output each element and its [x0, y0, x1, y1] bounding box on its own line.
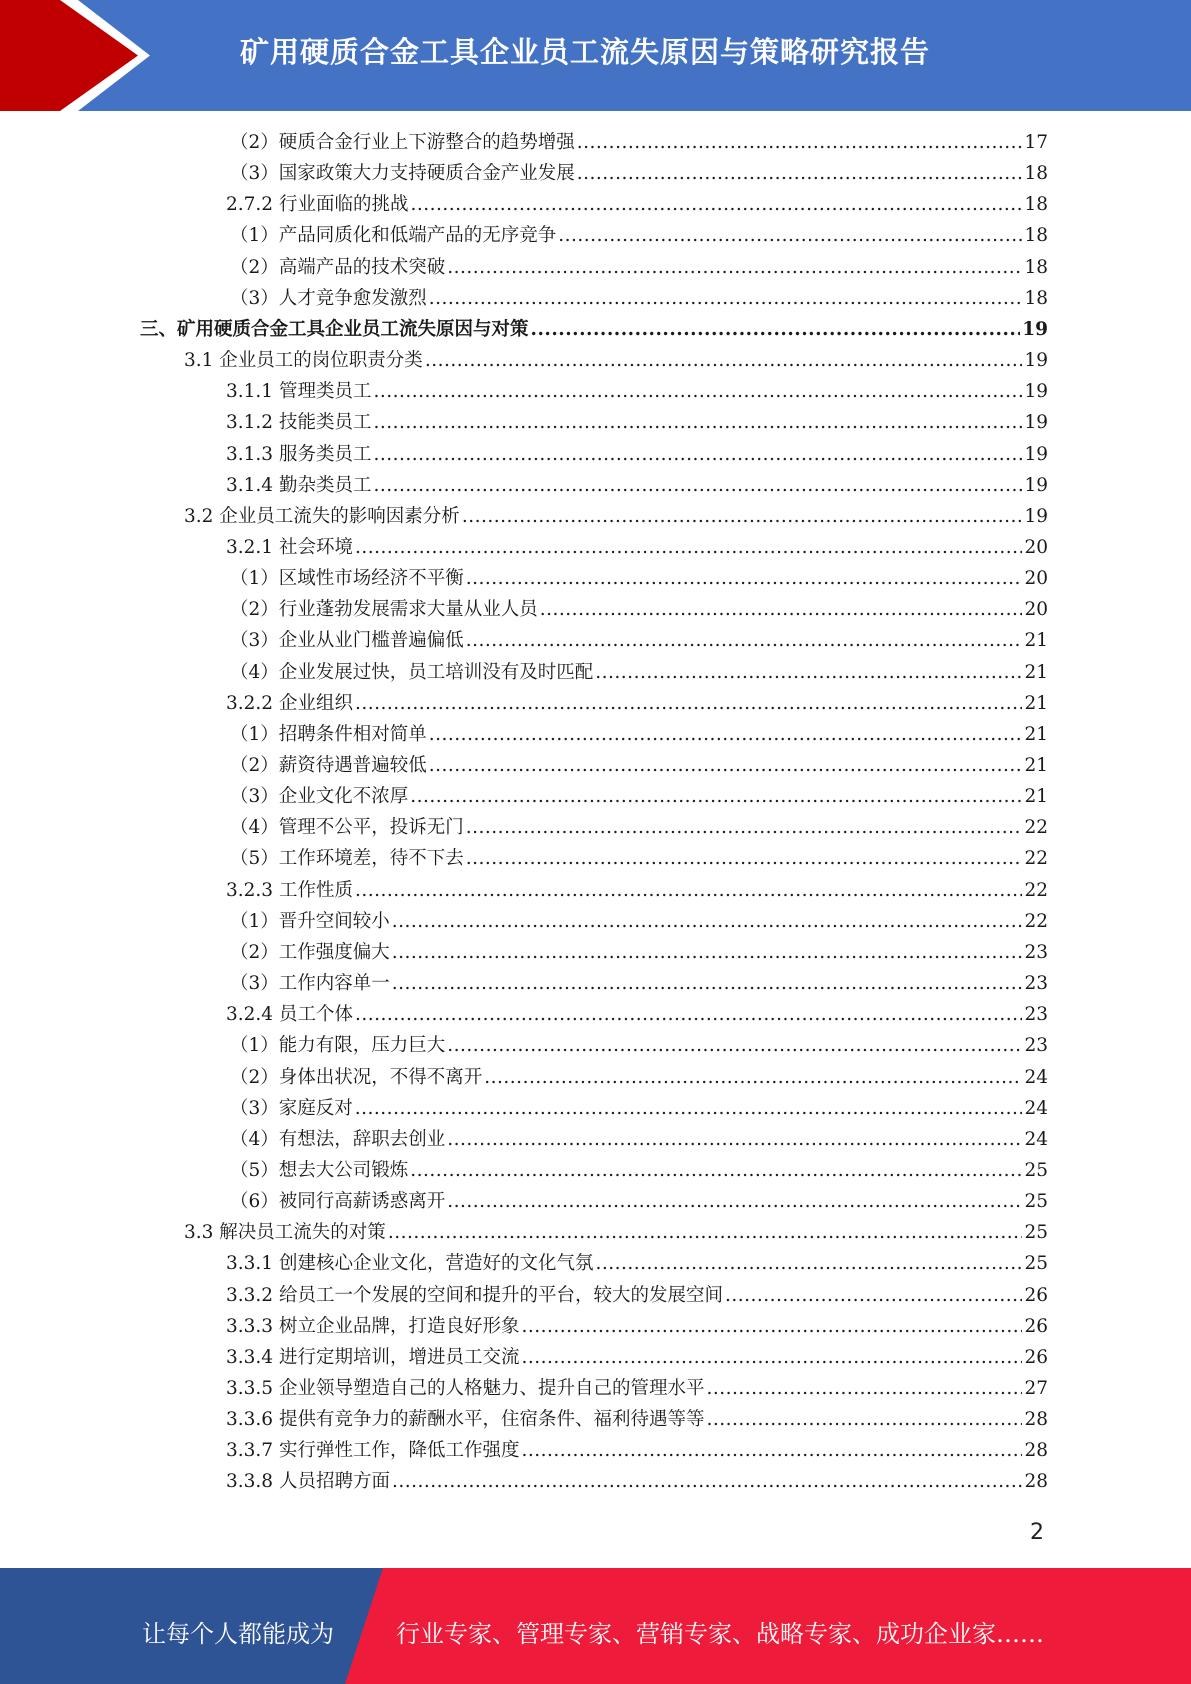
toc-entry-page: 24: [1024, 1066, 1048, 1088]
page-number: 2: [1030, 1520, 1044, 1545]
toc-entry[interactable]: [230, 812, 1048, 843]
toc-entry-label: 3.1.3 服务类员工: [226, 443, 372, 465]
toc-entry[interactable]: [226, 875, 1048, 906]
toc-entry-label: （4）管理不公平，投诉无门: [230, 817, 464, 839]
toc-entry-label: 3.3.8 人员招聘方面: [226, 1471, 390, 1493]
toc-entry[interactable]: [184, 501, 1048, 532]
page-footer: [0, 1568, 1191, 1684]
toc-entry-page: 21: [1024, 755, 1048, 776]
toc-leader-dots: [373, 439, 1022, 470]
toc-entry-label: 三、矿用硬质合金工具企业员工流失原因与对策: [140, 318, 529, 340]
toc-leader-dots: [429, 719, 1023, 750]
toc-entry-page: 21: [1024, 723, 1048, 745]
toc-entry-label: 3.3.3 树立企业品牌，打造良好形象: [226, 1315, 520, 1337]
toc-entry-page: 21: [1024, 786, 1048, 808]
toc-entry[interactable]: [230, 625, 1048, 656]
toc-entry-label: （1）招聘条件相对简单: [230, 723, 427, 745]
toc-leader-dots: [595, 657, 1022, 688]
toc-entry-label: （4）有想法，辞职去创业: [230, 1128, 446, 1150]
toc-entry[interactable]: [226, 1280, 1048, 1311]
toc-entry[interactable]: [226, 407, 1048, 438]
toc-entry-label: 3.2.1 社会环境: [226, 536, 353, 558]
toc-entry-label: 3.3.2 给员工一个发展的空间和提升的平台，较大的发展空间: [226, 1284, 723, 1306]
toc-leader-dots: [355, 688, 1023, 719]
toc-leader-dots: [392, 1466, 1022, 1497]
toc-entry-label: （1）区域性市场经济不平衡: [230, 568, 464, 590]
toc-leader-dots: [410, 781, 1022, 812]
toc-leader-dots: [355, 999, 1023, 1030]
toc-entry-label: 3.3.5 企业领导塑造自己的人格魅力、提升自己的管理水平: [226, 1378, 705, 1399]
toc-leader-dots: [462, 501, 1023, 532]
toc-entry-page: 23: [1024, 941, 1048, 963]
toc-entry-label: （2）薪资待遇普遍较低: [230, 755, 427, 776]
toc-entry-label: （2）行业蓬勃发展需求大量从业人员: [230, 599, 538, 621]
toc-entry[interactable]: [226, 439, 1048, 470]
toc-entry-label: 3.3.7 实行弹性工作，降低工作强度: [226, 1440, 520, 1462]
toc-entry-page: 21: [1024, 692, 1048, 714]
toc-leader-dots: [373, 470, 1022, 501]
toc-entry-page: 27: [1024, 1378, 1048, 1399]
toc-entry[interactable]: [230, 968, 1048, 999]
toc-entry[interactable]: [230, 594, 1048, 625]
toc-entry[interactable]: [230, 843, 1048, 874]
toc-leader-dots: [706, 1404, 1022, 1435]
toc-leader-dots: [484, 1062, 1022, 1093]
toc-entry-label: （1）晋升空间较小: [230, 910, 390, 932]
toc-leader-dots: [725, 1280, 1022, 1311]
toc-entry-page: 25: [1024, 1191, 1048, 1213]
footer-slogan-left: 让每个人都能成为: [142, 1620, 334, 1648]
toc-entry-label: 3.3.4 进行定期培训，增进员工交流: [226, 1346, 520, 1368]
toc-leader-dots: [410, 189, 1022, 220]
toc-leader-dots: [466, 812, 1023, 843]
toc-entry[interactable]: [230, 563, 1048, 594]
toc-entry[interactable]: [230, 1093, 1048, 1124]
toc-entry-label: 3.1 企业员工的岗位职责分类: [184, 350, 423, 372]
toc-leader-dots: [521, 1342, 1022, 1373]
toc-entry-page: 19: [1024, 381, 1048, 403]
toc-entry-page: 18: [1024, 256, 1048, 278]
toc-entry[interactable]: [230, 158, 1048, 189]
toc-entry[interactable]: [184, 1217, 1048, 1248]
toc-leader-dots: [410, 1155, 1022, 1186]
toc-entry[interactable]: [226, 470, 1048, 501]
toc-leader-dots: [429, 750, 1023, 781]
toc-entry-label: （3）企业文化不浓厚: [230, 786, 409, 808]
toc-entry-page: 19: [1022, 318, 1048, 340]
toc-leader-dots: [595, 1248, 1022, 1279]
toc-leader-dots: [558, 220, 1022, 251]
toc-entry-page: 18: [1024, 194, 1048, 216]
toc-leader-dots: [425, 345, 1023, 376]
toc-entry-label: （3）企业从业门槛普遍偏低: [230, 630, 464, 652]
toc-entry[interactable]: [230, 1124, 1048, 1155]
toc-entry[interactable]: [226, 376, 1048, 407]
toc-entry[interactable]: [230, 781, 1048, 812]
toc-leader-dots: [392, 968, 1023, 999]
toc-entry[interactable]: [230, 937, 1048, 968]
toc-leader-dots: [531, 314, 1021, 345]
toc-entry-label: （4）企业发展过快，员工培训没有及时匹配: [230, 661, 594, 683]
toc-leader-dots: [429, 283, 1023, 314]
footer-slogan-right: 行业专家、管理专家、营销专家、战略专家、成功企业家……: [396, 1620, 1044, 1648]
toc-leader-dots: [466, 625, 1023, 656]
document-title: 矿用硬质合金工具企业员工流失原因与策略研究报告: [240, 35, 931, 69]
toc-entry[interactable]: [226, 1404, 1048, 1435]
toc-leader-dots: [447, 1124, 1022, 1155]
toc-leader-dots: [355, 1093, 1023, 1124]
toc-entry-label: 3.2.3 工作性质: [226, 879, 353, 901]
toc-entry-page: 22: [1024, 879, 1048, 901]
toc-leader-dots: [540, 594, 1023, 625]
toc-entry-page: 23: [1024, 1035, 1048, 1057]
toc-entry-page: 20: [1024, 568, 1048, 590]
toc-leader-dots: [466, 843, 1023, 874]
toc-entry-page: 21: [1024, 630, 1048, 652]
toc-entry-page: 19: [1024, 350, 1048, 372]
toc-leader-dots: [447, 1030, 1022, 1061]
toc-entry[interactable]: [226, 999, 1048, 1030]
toc-entry-label: 3.3.6 提供有竞争力的薪酬水平，住宿条件、福利待遇等等: [226, 1409, 705, 1431]
toc-entry-page: 19: [1024, 412, 1048, 434]
toc-leader-dots: [373, 376, 1022, 407]
toc-entry-page: 28: [1024, 1440, 1048, 1462]
toc-entry[interactable]: [226, 1248, 1048, 1279]
toc-entry-page: 17: [1024, 132, 1048, 153]
toc-entry-label: （2）高端产品的技术突破: [230, 256, 446, 278]
toc-leader-dots: [521, 1311, 1022, 1342]
toc-leader-dots: [447, 1186, 1022, 1217]
toc-entry-label: （2）工作强度偏大: [230, 941, 390, 963]
toc-entry[interactable]: [230, 220, 1048, 251]
toc-entry-label: 2.7.2 行业面临的挑战: [226, 194, 409, 216]
toc-leader-dots: [355, 875, 1023, 906]
toc-entry-page: 22: [1024, 848, 1048, 870]
toc-leader-dots: [392, 906, 1023, 937]
toc-entry-label: （1）能力有限，压力巨大: [230, 1035, 446, 1057]
toc-entry-label: （5）工作环境差，待不下去: [230, 848, 464, 870]
toc-entry-page: 25: [1024, 1159, 1048, 1181]
toc-entry[interactable]: [226, 1435, 1048, 1466]
toc-entry[interactable]: [230, 906, 1048, 937]
toc-entry-page: 25: [1024, 1253, 1048, 1275]
toc-entry-page: 26: [1024, 1284, 1048, 1306]
toc-entry[interactable]: [226, 1373, 1048, 1404]
toc-leader-dots: [706, 1373, 1022, 1404]
toc-entry[interactable]: [226, 532, 1048, 563]
toc-entry-label: （1）产品同质化和低端产品的无序竞争: [230, 225, 557, 247]
toc-entry[interactable]: [230, 1030, 1048, 1061]
toc-entry-label: （2）硬质合金行业上下游整合的趋势增强: [230, 132, 575, 153]
toc-entry[interactable]: [230, 1155, 1048, 1186]
toc-entry-page: 20: [1024, 599, 1048, 621]
toc-entry-page: 20: [1024, 536, 1048, 558]
toc-entry-label: 3.2.2 企业组织: [226, 692, 353, 714]
toc-entry-label: 3.3.1 创建核心企业文化，营造好的文化气氛: [226, 1253, 594, 1275]
toc-entry-page: 22: [1024, 910, 1048, 932]
toc-entry-label: （3）家庭反对: [230, 1097, 353, 1119]
toc-entry-page: 28: [1024, 1409, 1048, 1431]
toc-entry-page: 18: [1024, 225, 1048, 247]
toc-entry-page: 25: [1024, 1222, 1048, 1244]
toc-entry-page: 19: [1024, 474, 1048, 496]
toc-entry-page: 21: [1024, 661, 1048, 683]
toc-entry-page: 23: [1024, 973, 1048, 995]
toc-entry[interactable]: [184, 345, 1048, 376]
toc-entry[interactable]: [226, 1466, 1048, 1497]
toc-entry-page: 18: [1024, 163, 1048, 185]
toc-entry-page: 24: [1024, 1097, 1048, 1119]
toc-entry-page: 28: [1024, 1471, 1048, 1493]
toc-entry-label: 3.2 企业员工流失的影响因素分析: [184, 505, 460, 527]
toc-entry-page: 19: [1024, 505, 1048, 527]
toc-entry-label: （3）人才竞争愈发激烈: [230, 287, 427, 309]
toc-entry-label: （3）国家政策大力支持硬质合金产业发展: [230, 163, 575, 185]
toc-entry-page: 19: [1024, 443, 1048, 465]
toc-entry-label: 3.1.2 技能类员工: [226, 412, 372, 434]
page-header: [0, 0, 1191, 111]
toc-entry[interactable]: [226, 189, 1048, 220]
toc-entry-label: 3.2.4 员工个体: [226, 1004, 353, 1026]
toc-entry-label: （2）身体出状况，不得不离开: [230, 1066, 483, 1088]
toc-entry-label: （3）工作内容单一: [230, 973, 390, 995]
toc-leader-dots: [577, 158, 1023, 189]
toc-entry[interactable]: [230, 252, 1048, 283]
toc-entry-page: 22: [1024, 817, 1048, 839]
toc-entry-label: （5）想去大公司锻炼: [230, 1159, 409, 1181]
toc-leader-dots: [388, 1217, 1023, 1248]
toc-entry-page: 24: [1024, 1128, 1048, 1150]
toc-entry[interactable]: [230, 1062, 1048, 1093]
toc-entry[interactable]: [226, 1311, 1048, 1342]
toc-entry-page: 26: [1024, 1346, 1048, 1368]
toc-leader-dots: [447, 252, 1022, 283]
toc-entry-label: 3.1.1 管理类员工: [226, 381, 372, 403]
toc-entry-page: 18: [1024, 287, 1048, 309]
toc-entry-label: 3.1.4 勤杂类员工: [226, 474, 372, 496]
toc-entry[interactable]: [230, 750, 1048, 781]
toc-leader-dots: [392, 937, 1023, 968]
toc-leader-dots: [373, 407, 1022, 438]
toc-leader-dots: [466, 563, 1023, 594]
toc-leader-dots: [577, 127, 1023, 158]
toc-entry[interactable]: [230, 127, 1048, 158]
toc-entry[interactable]: [226, 688, 1048, 719]
toc-entry-label: 3.3 解决员工流失的对策: [184, 1222, 386, 1244]
toc-entry-label: （6）被同行高薪诱惑离开: [230, 1191, 446, 1213]
toc-entry-page: 23: [1024, 1004, 1048, 1026]
toc-entry[interactable]: [230, 283, 1048, 314]
toc-entry-page: 26: [1024, 1315, 1048, 1337]
toc-leader-dots: [521, 1435, 1022, 1466]
toc-leader-dots: [355, 532, 1023, 563]
toc-entry[interactable]: [230, 1186, 1048, 1217]
toc-entry[interactable]: [140, 314, 1048, 345]
toc-entry[interactable]: [230, 719, 1048, 750]
toc-entry[interactable]: [230, 657, 1048, 688]
toc-entry[interactable]: [226, 1342, 1048, 1373]
